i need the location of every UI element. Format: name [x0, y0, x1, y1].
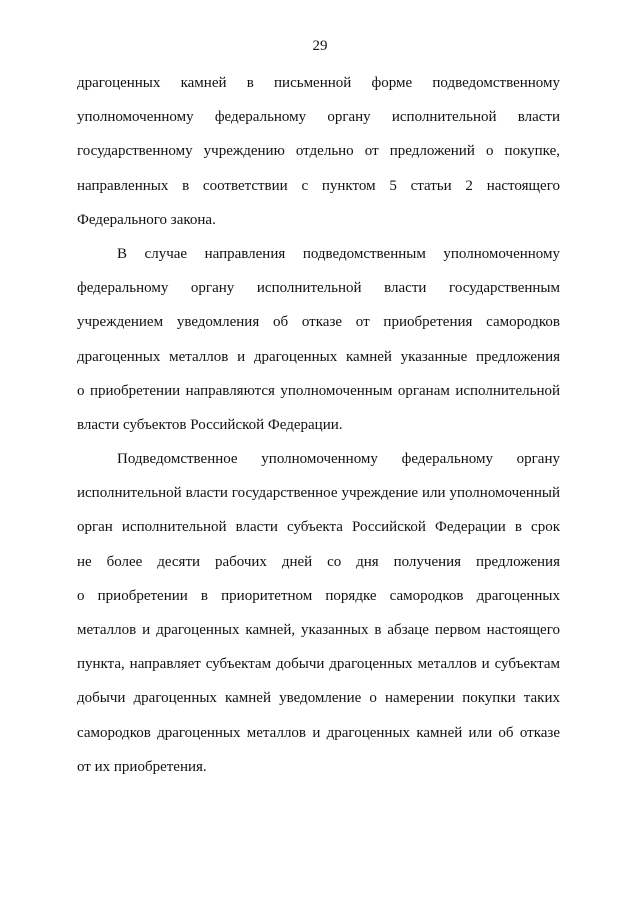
text-line: драгоценных металлов и драгоценных камней указанные предложения	[77, 348, 560, 365]
text-line: власти субъектов Российской Федерации.	[77, 416, 343, 433]
page-number: 29	[312, 38, 328, 54]
paragraph-1	[77, 66, 560, 237]
text-line: не более десяти рабочих дней со дня получения предложения	[77, 553, 560, 570]
paragraph-2	[77, 237, 560, 442]
text-line: от их приобретения.	[77, 758, 207, 775]
text-line: уполномоченному федеральному органу исполнительной власти	[77, 109, 560, 126]
text-line: учреждением уведомления об отказе от приобретения самородков	[77, 314, 560, 331]
text-line: самородков драгоценных металлов и драгоценных камней или об отказе	[77, 724, 560, 741]
text-line: В случае направления подведомственным уполномоченному	[117, 245, 560, 262]
text-line: металлов и драгоценных камней, указанных в абзаце первом настоящего	[77, 622, 560, 638]
text-line: направленных в соответствии с пунктом 5 статьи 2 настоящего	[77, 177, 560, 194]
text-line: государственному учреждению отдельно от предложений о покупке,	[77, 143, 560, 160]
text-line: пункта, направляет субъектам добычи драгоценных металлов и субъектам	[77, 656, 560, 673]
text-line: орган исполнительной власти субъекта Российской Федерации в срок	[77, 519, 560, 536]
text-line: о приобретении направляются уполномоченным органам исполнительной	[77, 382, 560, 399]
text-line: драгоценных камней в письменной форме подведомственному	[77, 75, 560, 91]
text-line: Подведомственное уполномоченному федеральному органу	[117, 451, 560, 468]
text-line: исполнительной власти государственное учреждение или уполномоченный	[77, 485, 560, 502]
paragraph-3	[77, 442, 560, 784]
text-line: Федерального закона.	[77, 211, 216, 228]
body-text	[77, 66, 560, 784]
text-line: добычи драгоценных камней уведомление о намерении покупки таких	[77, 690, 560, 707]
text-line: федеральному органу исполнительной власти государственным	[77, 280, 560, 297]
text-line: о приобретении в приоритетном порядке самородков драгоценных	[77, 587, 560, 604]
